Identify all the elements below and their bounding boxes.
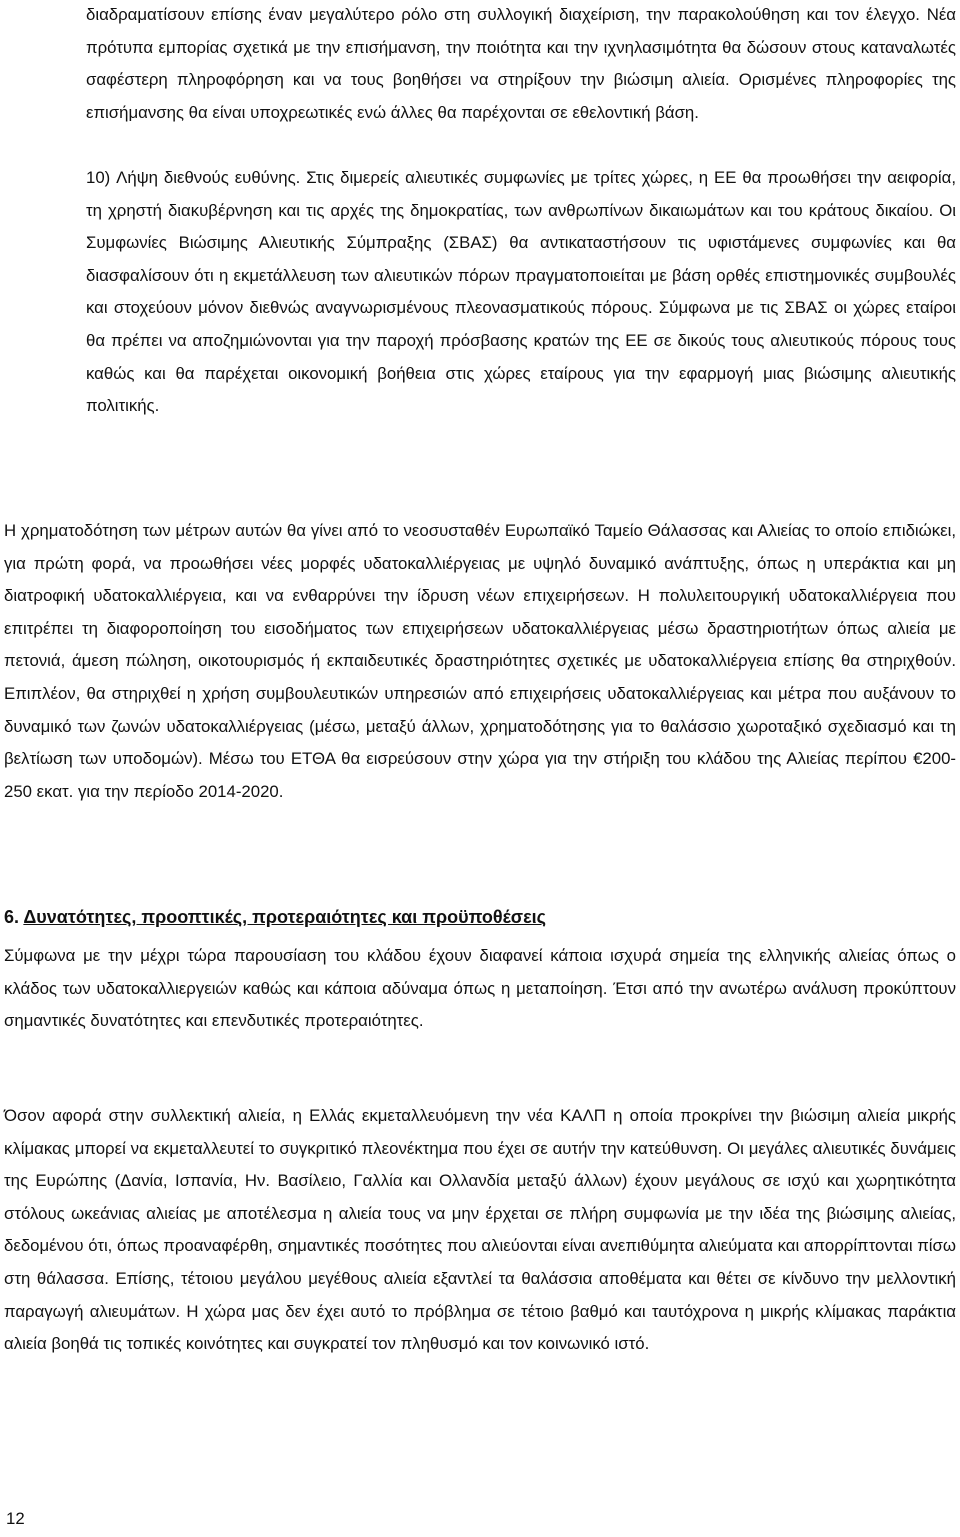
section-paragraph-1: Σύμφωνα με την μέχρι τώρα παρουσίαση του κλάδου έχουν διαφανεί κάποια ισχυρά σημεία της ελληνικής αλιείας όπως ο κλάδος των υδατοκαλλιεργειών καθώς και κάποια αδύναμα όπως η μεταποίηση. Έτσι από την ανωτέρω ανάλυση προκύπτουν σημαντικές δυνατότητες και επενδυτικές προτεραιότητες. — [4, 946, 956, 1031]
continuation-paragraph: διαδραματίσουν επίσης έναν μεγαλύτερο ρόλο στη συλλογική διαχείριση, την παρακολούθηση και τον έλεγχο. Νέα πρότυπα εμπορίας σχετικά με την επισήμανση, την ποιότητα και την ιχνηλασιμότητα θα δώσουν στους καταναλωτές σαφέστερη πληροφόρηση και να τους βοηθήσει να στηρίξουν την βιώσιμη αλιεία. Ορισμένες πληροφορίες της επισήμανσης θα είναι υποχρεωτικές ενώ άλλες θα παρέχονται σε εθελοντική βάση. — [86, 5, 956, 122]
section-number: 6. — [4, 907, 20, 927]
page-number: 12 — [6, 1509, 25, 1528]
funding-paragraph: Η χρηματοδότηση των μέτρων αυτών θα γίνει από το νεοσυσταθέν Ευρωπαϊκό Ταμείο Θάλασσας και Αλιείας το οποίο επιδιώκει, για πρώτη φορά, να προωθήσει νέες μορφές υδατοκαλλιέργειας με υψηλό δυναμικό ανάπτυξης, όπως η υπεράκτια και μη διατροφική υδατοκαλλιέργεια, και να ενθαρρύνει την ίδρυση νέων επιχειρήσεων. Η πολυλειτουργική υδατοκαλλιέργεια που επιτρέπει τη διαφοροποίηση του εισοδήματος των επιχειρήσεων υδατοκαλλιέργειας μέσω δραστηριοτήτων όπως αλιεία με πετονιά, άμεση πώληση, οικοτουρισμός ή εκπαιδευτικές δραστηριότητες σχετικές με υδατοκαλλιέργεια επίσης θα στηριχθούν. Επιπλέον, θα στηριχθεί η χρήση συμβουλευτικών υπηρεσιών από επιχειρήσεις υδατοκαλλιέργειας και μέτρα που αυξάνουν το δυναμικό των ζωνών υδατοκαλλιέργειας (μέσω, μεταξύ άλλων, χρηματοδότησης για το θαλάσσιο χωροταξικό σχεδιασμό και τη βελτίωση των υποδομών). Μέσω του ΕΤΘΑ θα εισρεύσουν στην χώρα για την στήριξη του κλάδου της Αλιείας περίπου €200-250 εκατ. για την περίοδο 2014-2020. — [4, 521, 956, 801]
list-item-number: 10) — [86, 168, 111, 187]
list-item-10 — [86, 162, 956, 423]
section-title: Δυνατότητες, προοπτικές, προτεραιότητες και προϋποθέσεις — [23, 907, 546, 927]
section-heading — [4, 905, 546, 929]
list-item-text: Λήψη διεθνούς ευθύνης. Στις διμερείς αλιευτικές συμφωνίες με τρίτες χώρες, η ΕΕ θα προωθήσει την αειφορία, τη χρηστή διακυβέρνηση και τις αρχές της δημοκρατίας, των ανθρωπίνων δικαιωμάτων και του κράτους δικαίου. Οι Συμφωνίες Βιώσιμης Αλιευτικής Σύμπραξης (ΣΒΑΣ) θα αντικαταστήσουν τις υφιστάμενες συμφωνίες και θα διασφαλίσουν ότι η εκμετάλλευση των αλιευτικών πόρων πραγματοποιείται με βάση ορθές επιστημονικές συμβουλές και στοχεύουν μόνον διεθνώς αναγνωρισμένους πλεονασματικούς πόρους. Σύμφωνα με τις ΣΒΑΣ οι χώρες εταίροι θα πρέπει να αποζημιώνονται για την παροχή πρόσβασης κρατών της ΕΕ σε δικούς τους αλιευτικούς πόρους τους καθώς και θα παρέχεται οικονομική βοήθεια στις χώρες εταίρους για την εφαρμογή μιας βιώσιμης αλιευτικής πολιτικής. — [86, 168, 956, 416]
section-paragraph-2: Όσον αφορά στην συλλεκτική αλιεία, η Ελλάς εκμεταλλευόμενη την νέα ΚΑΛΠ η οποία προκρίνει την βιώσιμη αλιεία μικρής κλίμακας μπορεί να εκμεταλλευτεί το συγκριτικό πλεονέκτημα που έχει σε αυτήν την κατεύθυνση. Οι μεγάλες αλιευτικές δυνάμεις της Ευρώπης (Δανία, Ισπανία, Ην. Βασίλειο, Γαλλία και Ολλανδία μεταξύ άλλων) έχουν μεγάλους σε ισχύ και χωρητικότητα στόλους ωκεάνιας αλιείας με αποτέλεσμα η αλιεία τους να μην έρχεται σε πλήρη συμφωνία με την ιδέα της βιώσιμης αλιείας, δεδομένου ότι, όπως προαναφέρθη, σημαντικές ποσότητες που αλιεύονται είναι ανεπιθύμητα αλιεύματα και απορρίπτονται πίσω στη θάλασσα. Επίσης, τέτοιου μεγάλου μεγέθους αλιεία εξαντλεί τα θαλάσσια αποθέματα και θέτει σε κίνδυνο την μελλοντική παραγωγή αλιευμάτων. Η χώρα μας δεν έχει αυτό το πρόβλημα σε τέτοιο βαθμό και ταυτόχρονα η μικρής κλίμακας παράκτια αλιεία βοηθά τις τοπικές κοινότητες και συγκρατεί τον πληθυσμό και τον κοινωνικό ιστό. — [4, 1106, 956, 1354]
